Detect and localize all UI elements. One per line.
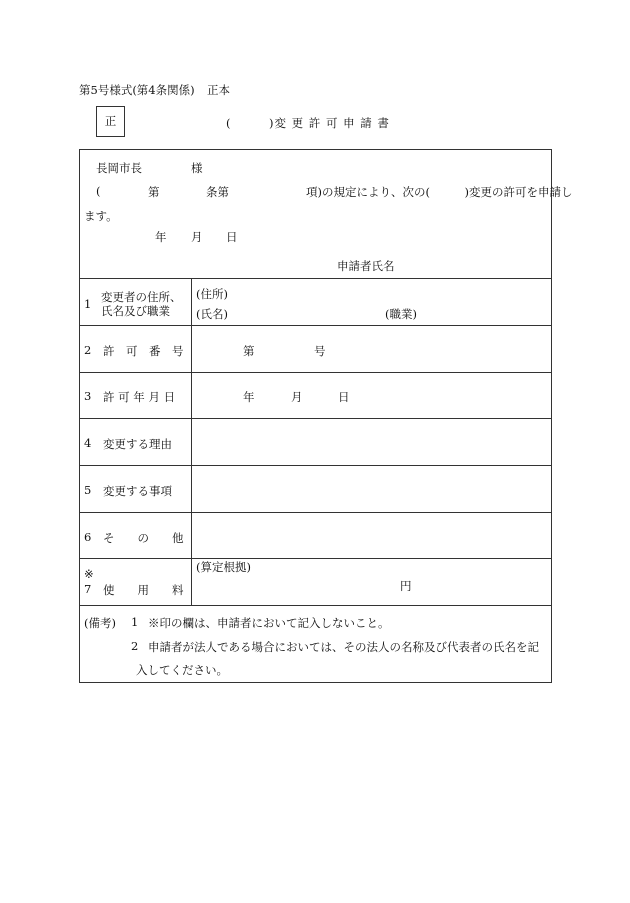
intro-line1-tail: 項)の規定により、次の( )変更の許可を申請し	[306, 185, 573, 199]
row-divider	[80, 512, 551, 513]
intro-line2: ます。	[84, 209, 118, 223]
column-divider	[191, 278, 192, 605]
row1-label-b: 氏名及び職業	[101, 304, 170, 318]
row7-basis-label: (算定根拠)	[196, 560, 251, 574]
row-divider	[80, 278, 551, 279]
row-divider	[80, 372, 551, 373]
copy-type: 正本	[207, 83, 230, 97]
note2-number: 2	[131, 639, 139, 653]
row2-number: 2	[84, 343, 92, 357]
form-number: 第5号様式(第4条関係)	[79, 83, 195, 97]
row3-year: 年	[243, 390, 255, 404]
row-divider	[80, 418, 551, 419]
honorific: 様	[191, 161, 203, 175]
intro-date-day: 日	[226, 230, 238, 244]
row-divider	[80, 605, 551, 606]
row-divider	[80, 558, 551, 559]
application-table	[79, 149, 552, 683]
row1-address-label: (住所)	[196, 287, 228, 301]
row5-label: 変更する事項	[103, 484, 172, 498]
note1-number: 1	[131, 615, 139, 629]
row3-month: 月	[291, 390, 303, 404]
form-title: ( )変 更 許 可 申 請 書	[226, 116, 390, 130]
row2-go: 号	[314, 344, 326, 358]
stamp-text: 正	[104, 114, 117, 128]
article-dai: 第	[148, 185, 160, 199]
note2-text-b: 入してください。	[136, 663, 228, 677]
row6-label: そ の 他	[103, 531, 184, 545]
paren-open: (	[96, 184, 101, 198]
row-divider	[80, 325, 551, 326]
row1-number: 1	[84, 297, 92, 311]
row1-label-a: 変更者の住所、	[101, 290, 182, 304]
row7-label: 使 用 料	[103, 583, 184, 597]
row7-yen: 円	[400, 579, 412, 593]
intro-date-month: 月	[191, 230, 203, 244]
row1-job-label: (職業)	[385, 307, 417, 321]
row2-dai: 第	[243, 344, 255, 358]
row1-name-label: (氏名)	[196, 307, 228, 321]
applicant-name-label: 申請者氏名	[337, 259, 395, 273]
row7-number: 7	[84, 582, 92, 596]
row3-label: 許 可 年 月 日	[103, 390, 176, 404]
notes-title: (備考)	[84, 616, 116, 630]
row2-label: 許 可 番 号	[103, 344, 184, 358]
intro-date-year: 年	[155, 230, 167, 244]
article-jo: 条第	[206, 185, 229, 199]
addressee: 長岡市長	[96, 161, 142, 175]
row4-number: 4	[84, 436, 92, 450]
original-stamp-box	[96, 106, 125, 137]
row3-day: 日	[338, 390, 350, 404]
row7-mark: ※	[84, 567, 94, 581]
note2-text-a: 申請者が法人である場合においては、その法人の名称及び代表者の氏名を記	[148, 640, 539, 654]
row-divider	[80, 465, 551, 466]
row6-number: 6	[84, 530, 92, 544]
row4-label: 変更する理由	[103, 437, 172, 451]
row3-number: 3	[84, 389, 92, 403]
row5-number: 5	[84, 483, 92, 497]
note1-text: ※印の欄は、申請者において記入しないこと。	[148, 616, 390, 630]
